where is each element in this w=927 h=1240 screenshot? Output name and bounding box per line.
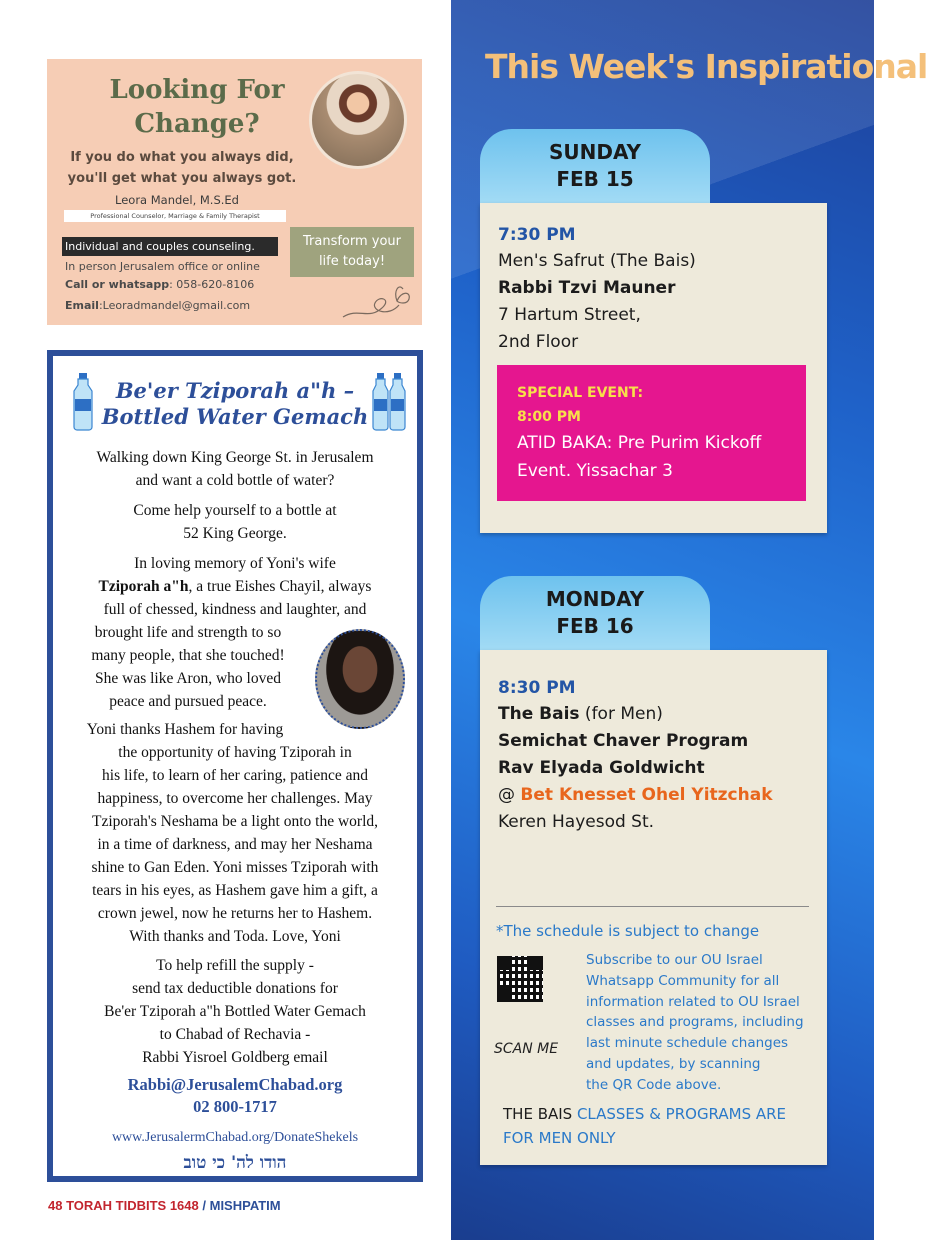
gemach-text-line: To help refill the supply - bbox=[156, 957, 314, 974]
counseling-ad-title bbox=[77, 73, 317, 141]
monday-venue: Bet Knesset Ohel Yitzchak bbox=[520, 785, 773, 805]
gemach-text-line: brought life and strength to so bbox=[94, 624, 282, 641]
special-event-heading: SPECIAL EVENT: bbox=[517, 385, 644, 401]
gemach-text-line: in a time of darkness, and may her Neshama bbox=[97, 836, 373, 853]
gemach-paragraph-2 bbox=[57, 499, 413, 545]
gemach-paragraph-3-wrap bbox=[53, 621, 323, 713]
men-only-line-2: FOR MEN ONLY bbox=[503, 1129, 616, 1147]
counselor-credentials: Professional Counselor, Marriage & Family Therapist bbox=[64, 210, 286, 222]
butterfly-swirl-icon bbox=[339, 277, 415, 323]
gemach-text-line: his life, to learn of her caring, patience and bbox=[102, 767, 368, 784]
gemach-paragraph-3 bbox=[57, 552, 413, 621]
gemach-text-line: With thanks and Toda. Love, Yoni bbox=[129, 928, 341, 945]
gemach-text-line: shine to Gan Eden. Yoni misses Tziporah with bbox=[91, 859, 379, 876]
sunday-class-name: Men's Safrut (The Bais) bbox=[498, 251, 696, 271]
men-only-line-1 bbox=[503, 1103, 786, 1126]
cta-line-1: Transform your bbox=[302, 234, 402, 249]
gemach-text-fragment: , a true Eishes Chayil, always bbox=[188, 578, 372, 595]
subscribe-line: last minute schedule changes bbox=[586, 1035, 789, 1052]
gemach-text-line: She was like Aron, who loved bbox=[95, 670, 281, 687]
gemach-text-line: many people, that she touched! bbox=[91, 647, 285, 664]
quote-line-2: you'll get what you always got. bbox=[67, 171, 297, 186]
sunday-date-label: FEB 15 bbox=[556, 167, 634, 191]
call-label: Call or whatsapp bbox=[65, 278, 170, 291]
gemach-contact bbox=[57, 1074, 413, 1118]
gemach-text-line: Be'er Tziporah a"h Bottled Water Gemach bbox=[104, 1003, 366, 1020]
gemach-text-line bbox=[57, 575, 413, 598]
gemach-title-line-2: Bottled Water Gemach bbox=[101, 404, 369, 429]
gemach-title-line-1: Be'er Tziporah a"h – bbox=[115, 378, 355, 403]
gemach-paragraph-4 bbox=[57, 741, 413, 948]
gemach-text-line: Come help yourself to a bottle at bbox=[133, 502, 337, 519]
men-only-prefix: THE BAIS bbox=[503, 1105, 577, 1123]
monday-date-label: FEB 16 bbox=[556, 614, 634, 638]
footer-separator: / bbox=[198, 1198, 210, 1213]
sunday-tab bbox=[480, 129, 710, 203]
monday-time: 8:30 PM bbox=[498, 678, 576, 698]
monday-audience: (for Men) bbox=[579, 704, 663, 724]
subscribe-text bbox=[586, 950, 822, 1096]
tziporah-photo bbox=[315, 629, 405, 729]
gemach-text-line: send tax deductible donations for bbox=[132, 980, 338, 997]
gemach-website[interactable]: www.JerusalermChabad.org/DonateShekels bbox=[111, 1130, 359, 1145]
counseling-phone bbox=[65, 277, 254, 293]
subscribe-line: the QR Code above. bbox=[586, 1076, 722, 1093]
gemach-email[interactable]: Rabbi@JerusalemChabad.org bbox=[127, 1075, 343, 1094]
email-address[interactable]: :Leoradmandel@gmail.com bbox=[98, 299, 251, 312]
at-sign: @ bbox=[498, 785, 521, 805]
email-label: Email bbox=[65, 299, 99, 312]
gemach-text-line: tears in his eyes, as Hashem gave him a gift, a bbox=[92, 882, 378, 899]
monday-card bbox=[480, 650, 827, 1165]
subscribe-line: and updates, by scanning bbox=[586, 1055, 761, 1072]
schedule-title: This Week's Inspirational bbox=[485, 47, 927, 86]
gemach-text-line: and want a cold bottle of water? bbox=[135, 472, 335, 489]
gemach-title bbox=[93, 378, 377, 430]
counseling-title-line-2: Change? bbox=[134, 109, 260, 139]
schedule-panel bbox=[451, 0, 927, 1240]
gemach-paragraph-4-start bbox=[53, 718, 317, 741]
counseling-title-line-1: Looking For bbox=[109, 75, 285, 105]
monday-tab bbox=[480, 576, 710, 650]
monday-class-line bbox=[498, 701, 827, 728]
sunday-day-label: SUNDAY bbox=[548, 140, 642, 164]
counseling-ad bbox=[47, 59, 422, 325]
qr-code-icon[interactable] bbox=[497, 956, 543, 1002]
subscribe-line: Subscribe to our OU Israel bbox=[586, 952, 763, 968]
water-gemach-ad bbox=[47, 350, 423, 1182]
gemach-text-line: Walking down King George St. in Jerusalem bbox=[96, 449, 374, 466]
gemach-phone[interactable]: 02 800-1717 bbox=[193, 1097, 277, 1116]
sunday-card bbox=[480, 203, 827, 533]
special-event-time: 8:00 PM bbox=[517, 409, 581, 425]
monday-location-name: The Bais bbox=[498, 704, 580, 724]
footer-parsha: MISHPATIM bbox=[209, 1198, 281, 1213]
sunday-time: 7:30 PM bbox=[498, 225, 576, 245]
monday-teacher: Rav Elyada Goldwicht bbox=[498, 758, 705, 778]
tziporah-name: Tziporah a"h bbox=[98, 578, 189, 595]
counseling-office: In person Jerusalem office or online bbox=[65, 260, 260, 273]
monday-day-label: MONDAY bbox=[545, 587, 645, 611]
counseling-services: Individual and couples counseling. bbox=[62, 237, 278, 256]
page-footer bbox=[48, 1197, 281, 1215]
subscribe-line: classes and programs, including bbox=[586, 1014, 804, 1031]
sunday-floor: 2nd Floor bbox=[498, 332, 579, 352]
special-event-title: ATID BAKA: Pre Purim Kickoff bbox=[517, 433, 762, 453]
gemach-paragraph-5 bbox=[57, 954, 413, 1069]
monday-program: Semichat Chaver Program bbox=[498, 731, 749, 751]
subscribe-line: Whatsapp Community for all bbox=[586, 972, 780, 989]
monday-street: Keren Hayesod St. bbox=[498, 812, 655, 832]
gemach-text-line: to Chabad of Rechavia - bbox=[159, 1026, 311, 1043]
gemach-text-line: happiness, to overcome her challenges. May bbox=[97, 790, 373, 807]
call-number[interactable]: : 058-620-8106 bbox=[169, 278, 255, 291]
gemach-text-line: 52 King George. bbox=[183, 525, 287, 542]
gemach-text-line: peace and pursued peace. bbox=[109, 693, 267, 710]
cta-line-2: life today! bbox=[318, 254, 386, 269]
sunday-teacher: Rabbi Tzvi Mauner bbox=[498, 278, 676, 298]
gemach-text-line: the opportunity of having Tziporah in bbox=[118, 744, 352, 761]
schedule-divider bbox=[496, 906, 809, 907]
counselor-photo bbox=[309, 71, 407, 169]
gemach-text-line: Yoni thanks Hashem for having bbox=[86, 721, 284, 738]
men-only-text: CLASSES & PROGRAMS ARE bbox=[576, 1105, 787, 1123]
gemach-text-line: In loving memory of Yoni's wife bbox=[134, 555, 336, 572]
schedule-change-note: *The schedule is subject to change bbox=[496, 922, 760, 940]
gemach-text-line: crown jewel, now he returns her to Hashem. bbox=[97, 905, 373, 922]
counseling-email bbox=[65, 298, 250, 314]
gemach-text-line: Rabbi Yisroel Goldberg email bbox=[142, 1049, 328, 1066]
water-bottles-icon bbox=[373, 371, 407, 431]
counseling-quote bbox=[57, 147, 307, 189]
gemach-text-line: Tziporah's Neshama be a light onto the world, bbox=[91, 813, 379, 830]
subscribe-line: information related to OU Israel bbox=[586, 993, 800, 1010]
gemach-text-line: full of chessed, kindness and laughter, and bbox=[103, 601, 367, 618]
scan-me-label: SCAN ME bbox=[494, 1041, 559, 1057]
transform-cta-box bbox=[290, 227, 414, 277]
counselor-name: Leora Mandel, M.S.Ed bbox=[115, 193, 239, 207]
monday-venue-line bbox=[498, 782, 827, 809]
quote-line-1: If you do what you always did, bbox=[70, 150, 294, 165]
hebrew-blessing: הודו לה' כי טוב bbox=[183, 1153, 287, 1173]
gemach-paragraph-1 bbox=[57, 446, 413, 492]
footer-page-info: 48 TORAH TIDBITS 1648 bbox=[48, 1198, 199, 1213]
special-event-location: Event. Yissachar 3 bbox=[517, 461, 673, 481]
sunday-address: 7 Hartum Street, bbox=[498, 305, 641, 325]
special-event-box bbox=[497, 365, 806, 501]
